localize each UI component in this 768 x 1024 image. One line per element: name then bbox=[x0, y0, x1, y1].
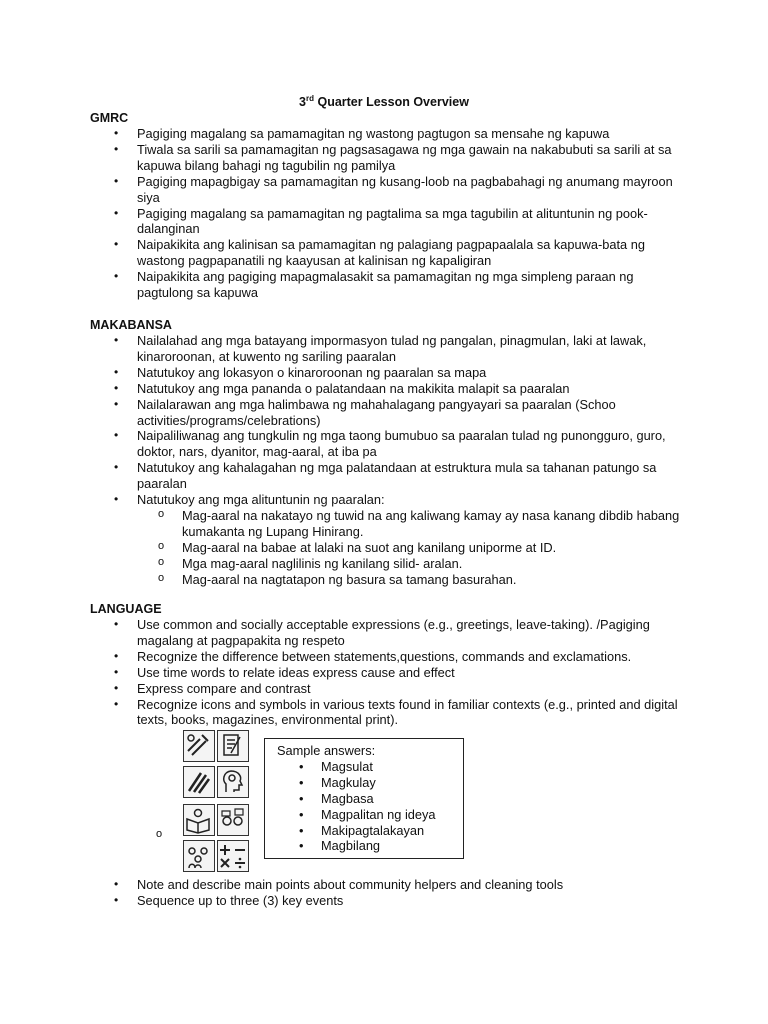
list-item: • Nailalarawan ang mga halimbawa ng mahahalagang pangyayari sa paaralan (Schoo activities/programs/celebrations) bbox=[90, 397, 690, 429]
icons-grid bbox=[183, 730, 253, 872]
sample-answers-list bbox=[277, 759, 463, 854]
list-item: • Recognize icons and symbols in various texts found in familiar contexts (e.g., printed and digital texts, books, magazines, environmental print). bbox=[90, 697, 690, 729]
gmrc-section bbox=[90, 110, 690, 301]
list-item: • Natutukoy ang lokasyon o kinaroroonan ng paaralan sa mapa bbox=[90, 365, 690, 381]
makabansa-section bbox=[90, 317, 690, 588]
list-item: • Naipakikita ang kalinisan sa pamamagitan ng palagiang pagpapaalala sa kapuwa-bata ng wastong pagpapanatili ng kaayusan at kalinisan ng kapaligiran bbox=[90, 237, 690, 269]
list-item: • Tiwala sa sarili sa pamamagitan ng pagsasagawa ng mga gawain na nakabubuti sa sarili at sa kapuwa bilang bahagi ng tagubilin ng pamilya bbox=[90, 142, 690, 174]
list-item: • Natutukoy ang kahalagahan ng mga palatandaan at estruktura mula sa tahanan patungo sa paaralan bbox=[90, 460, 690, 492]
list-item: • Express compare and contrast bbox=[90, 681, 690, 697]
gmrc-heading: GMRC bbox=[90, 111, 129, 125]
list-item: • Naipakikita ang pagiging mapagmalasakit sa pamamagitan ng mga simpleng paraan ng pagtulong sa kapuwa bbox=[90, 269, 690, 301]
puzzle-icon bbox=[183, 730, 215, 762]
list-item: • Natutukoy ang mga alituntunin ng paaralan: bbox=[90, 492, 690, 508]
list-item: • Magkulay bbox=[277, 775, 463, 791]
list-item: • Makipagtalakayan bbox=[277, 823, 463, 839]
list-item: • Use time words to relate ideas express cause and effect bbox=[90, 665, 690, 681]
list-item: • Nailalahad ang mga batayang impormasyon tulad ng pangalan, pinagmulan, laki at lawak, kinaroroonan, at kuwento ng sariling paaralan bbox=[90, 333, 690, 365]
crayons-icon bbox=[183, 766, 215, 798]
sub-list-item: o Mag-aaral na nakatayo ng tuwid na ang kaliwang kamay ay nasa kanang dibdib habang kumakanta ng Lupang Hinirang. bbox=[90, 508, 690, 540]
reading-icon bbox=[183, 804, 215, 836]
list-item: • Magsulat bbox=[277, 759, 463, 775]
list-item: • Pagiging mapagbigay sa pamamagitan ng kusang-loob na pagbabahagi ng anumang mayroon siya bbox=[90, 174, 690, 206]
makabansa-heading: MAKABANSA bbox=[90, 318, 172, 332]
list-item: • Pagiging magalang sa pamamagitan ng pagtalima sa mga tagubilin at alituntunin ng pook-dalanginan bbox=[90, 206, 690, 238]
sub-list-item: o Mag-aaral na nagtatapon ng basura sa tamang basurahan. bbox=[90, 572, 690, 588]
list-item: • Natutukoy ang mga pananda o palatandaan na makikita malapit sa paaralan bbox=[90, 381, 690, 397]
language-list-continued bbox=[90, 877, 690, 909]
sub-list-item: o Mga mag-aaral naglilinis ng kanilang silid- aralan. bbox=[90, 556, 690, 572]
language-heading: LANGUAGE bbox=[90, 602, 162, 616]
sample-answers-label: Sample answers: bbox=[277, 743, 376, 758]
list-item: • Note and describe main points about community helpers and cleaning tools bbox=[90, 877, 690, 893]
sub-list-item: o Mag-aaral na babae at lalaki na suot ang kanilang uniporme at ID. bbox=[90, 540, 690, 556]
makabansa-list bbox=[90, 333, 690, 508]
language-section-continued bbox=[90, 877, 690, 909]
math-symbols-icon bbox=[217, 840, 249, 872]
list-item: • Magbasa bbox=[277, 791, 463, 807]
list-item: • Naipaliliwanag ang tungkulin ng mga taong bumubuo sa paaralan tulad ng punongguro, guro, doktor, nars, dyanitor, mag-aaral, at iba pa bbox=[90, 428, 690, 460]
idea-exchange-icon bbox=[217, 804, 249, 836]
gmrc-list bbox=[90, 126, 690, 301]
language-list bbox=[90, 617, 690, 728]
list-item: • Magpalitan ng ideya bbox=[277, 807, 463, 823]
list-item: • Pagiging magalang sa pamamagitan ng wastong pagtugon sa mensahe ng kapuwa bbox=[90, 126, 690, 142]
title-superscript: rd bbox=[306, 94, 314, 103]
discussion-icon bbox=[183, 840, 215, 872]
list-item: • Sequence up to three (3) key events bbox=[90, 893, 690, 909]
list-item: • Magbilang bbox=[277, 838, 463, 854]
list-item: • Recognize the difference between statements,questions, commands and exclamations. bbox=[90, 649, 690, 665]
page-title: 3rd Quarter Lesson Overview bbox=[299, 94, 469, 110]
sample-answers-box bbox=[264, 738, 464, 859]
makabansa-sublist bbox=[90, 508, 690, 588]
language-section bbox=[90, 601, 690, 728]
head-gears-icon bbox=[217, 766, 249, 798]
list-item: • Use common and socially acceptable expressions (e.g., greetings, leave-taking). /Pagiging magalang at pagpapakita ng respeto bbox=[90, 617, 690, 649]
icon-bullet: o bbox=[156, 828, 163, 840]
writing-icon bbox=[217, 730, 249, 762]
